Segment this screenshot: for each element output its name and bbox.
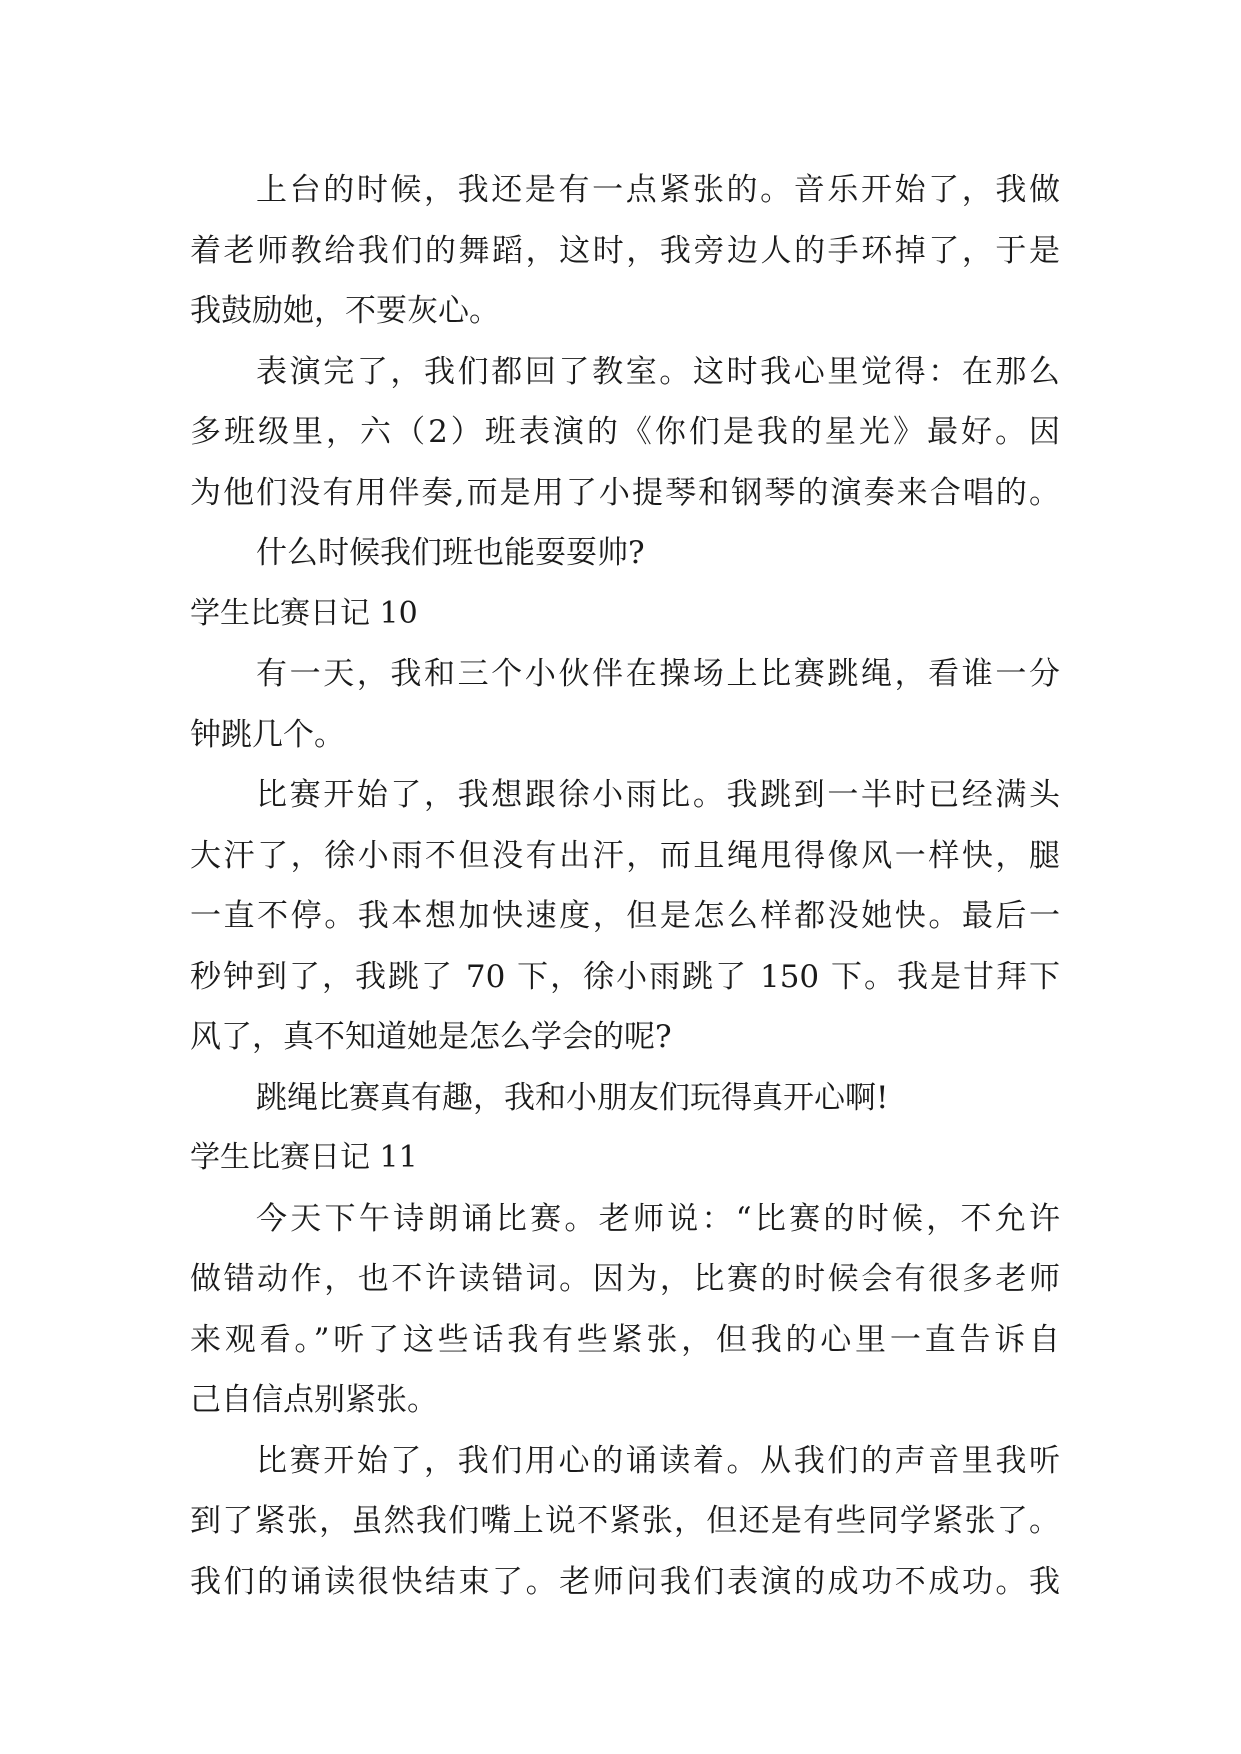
paragraph-last-line — [190, 1370, 1060, 1431]
text-line — [190, 826, 1060, 887]
paragraph-first-line — [190, 765, 1060, 826]
line-text: 风了，真不知道她是怎么学会的呢? — [190, 1019, 672, 1055]
line-text: 我们的诵读很快结束了。老师问我们表演的成功不成功。我 — [190, 1563, 1060, 1600]
line-text: 钟跳几个。 — [190, 716, 345, 753]
line-text: 今天下午诗朗诵比赛。老师说：“比赛的时候，不允许 — [256, 1200, 1060, 1237]
paragraph-first-line — [190, 342, 1060, 403]
line-text: 到了紧张，虽然我们嘴上说不紧张，但还是有些同学紧张了。 — [190, 1503, 1060, 1539]
section-heading — [190, 584, 1060, 645]
line-text: 跳绳比赛真有趣，我和小朋友们玩得真开心啊! — [256, 1079, 889, 1116]
text-line — [190, 1491, 1060, 1552]
line-text: 表演完了，我们都回了教室。这时我心里觉得：在那么 — [256, 353, 1060, 390]
paragraph-first-line — [190, 1068, 1060, 1129]
line-text: 为他们没有用伴奏,而是用了小提琴和钢琴的演奏来合唱的。 — [190, 474, 1060, 511]
paragraph-last-line — [190, 705, 1060, 766]
line-text: 有一天，我和三个小伙伴在操场上比赛跳绳，看谁一分 — [256, 656, 1060, 692]
line-text: 多班级里，六（2）班表演的《你们是我的星光》最好。因 — [190, 414, 1060, 450]
section-heading — [190, 1128, 1060, 1189]
line-text: 学生比赛日记 10 — [190, 595, 418, 631]
text-line — [190, 947, 1060, 1008]
line-text: 比赛开始了，我们用心的诵读着。从我们的声音里我听 — [256, 1442, 1060, 1479]
line-text: 秒钟到了，我跳了 70 下，徐小雨跳了 150 下。我是甘拜下 — [190, 958, 1060, 995]
text-line — [190, 1310, 1060, 1371]
line-text: 做错动作，也不许读错词。因为，比赛的时候会有很多老师 — [190, 1261, 1060, 1297]
line-text: 上台的时候，我还是有一点紧张的。音乐开始了，我做 — [256, 172, 1060, 208]
text-line — [190, 463, 1060, 524]
line-text: 一直不停。我本想加快速度，但是怎么样都没她快。最后一 — [190, 898, 1060, 934]
paragraph-last-line — [190, 281, 1060, 342]
paragraph-first-line — [190, 644, 1060, 705]
line-text: 己自信点别紧张。 — [190, 1382, 438, 1418]
line-text: 我鼓励她，不要灰心。 — [190, 293, 500, 329]
text-line — [190, 1552, 1060, 1613]
line-text: 学生比赛日记 11 — [190, 1140, 418, 1175]
paragraph-first-line — [190, 1431, 1060, 1492]
line-text: 来观看。”听了这些话我有些紧张，但我的心里一直告诉自 — [190, 1321, 1060, 1358]
line-text: 着老师教给我们的舞蹈，这时，我旁边人的手环掉了，于是 — [190, 232, 1060, 269]
line-text: 大汗了，徐小雨不但没有出汗，而且绳甩得像风一样快，腿 — [190, 837, 1060, 874]
document-body — [190, 160, 1060, 1612]
paragraph-first-line — [190, 523, 1060, 584]
text-line — [190, 1249, 1060, 1310]
line-text: 什么时候我们班也能耍耍帅? — [256, 535, 645, 571]
line-text: 比赛开始了，我想跟徐小雨比。我跳到一半时已经满头 — [256, 777, 1060, 813]
text-line — [190, 221, 1060, 282]
paragraph-first-line — [190, 160, 1060, 221]
text-line — [190, 886, 1060, 947]
paragraph-first-line — [190, 1189, 1060, 1250]
paragraph-last-line — [190, 1007, 1060, 1068]
text-line — [190, 402, 1060, 463]
